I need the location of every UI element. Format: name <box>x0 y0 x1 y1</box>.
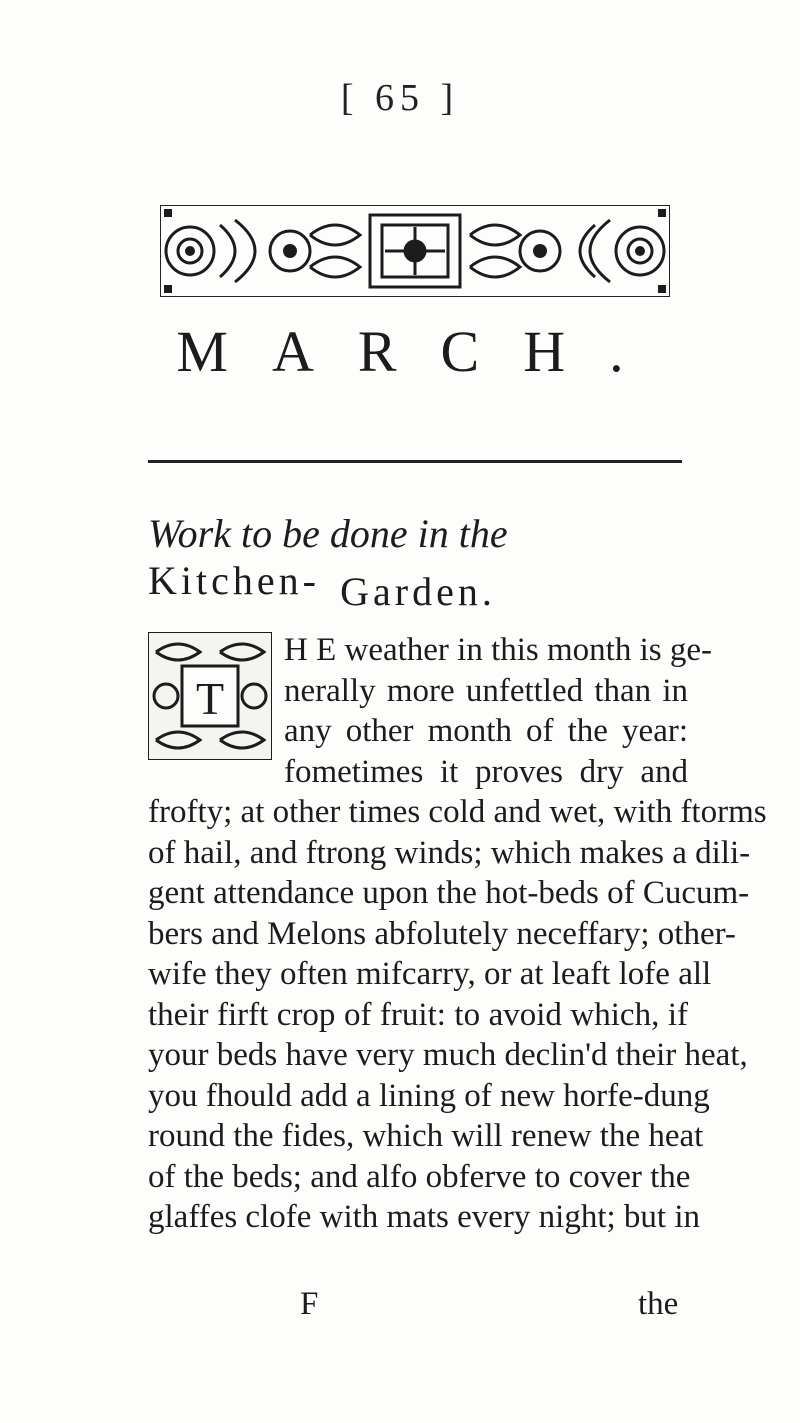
heading-italic: Work to be done in the <box>148 511 508 556</box>
catchword: the <box>638 1286 679 1322</box>
text-line: of hail, and ftrong winds; which makes a dili- <box>148 834 751 871</box>
drop-cap-letter: T <box>195 673 225 724</box>
text-line: your beds have very much declin'd their heat, <box>148 1037 748 1073</box>
text-line: frofty; at other times cold and wet, with ftorms <box>148 794 767 830</box>
divider-rule <box>148 460 682 463</box>
text-line: bers and Melons abfolutely neceffary; other- <box>148 915 736 952</box>
heading-smallcaps-2: Garden. <box>340 569 496 614</box>
text-line: their firft crop of fruit: to avoid which, if <box>148 996 688 1033</box>
decorative-headpiece-icon <box>160 205 670 297</box>
text-line: any other month of the year: <box>284 713 688 749</box>
signature-mark: F <box>300 1286 319 1322</box>
page-number: [ 65 ] <box>340 77 460 119</box>
text-line: fometimes it proves dry and <box>284 753 688 790</box>
text-line: gent attendance upon the hot-beds of Cucum- <box>148 875 750 911</box>
text-line: wife they often mifcarry, or at leaft lofe all <box>148 956 712 992</box>
text-line: you fhould add a lining of new horfe-dung <box>148 1077 710 1114</box>
month-title: MARCH. <box>176 319 668 384</box>
text-line: H E weather in this month is ge- <box>284 632 713 668</box>
text-line: round the fides, which will renew the heat <box>148 1118 704 1154</box>
heading-smallcaps-1: Kitchen- <box>148 558 320 603</box>
text-line: glaffes clofe with mats every night; but in <box>148 1199 701 1235</box>
section-heading-line2 <box>148 568 688 615</box>
text-line: of the beds; and alfo obferve to cover the <box>148 1158 691 1195</box>
text-line: nerally more unfettled than in <box>284 672 688 709</box>
body-paragraph <box>148 630 767 1238</box>
